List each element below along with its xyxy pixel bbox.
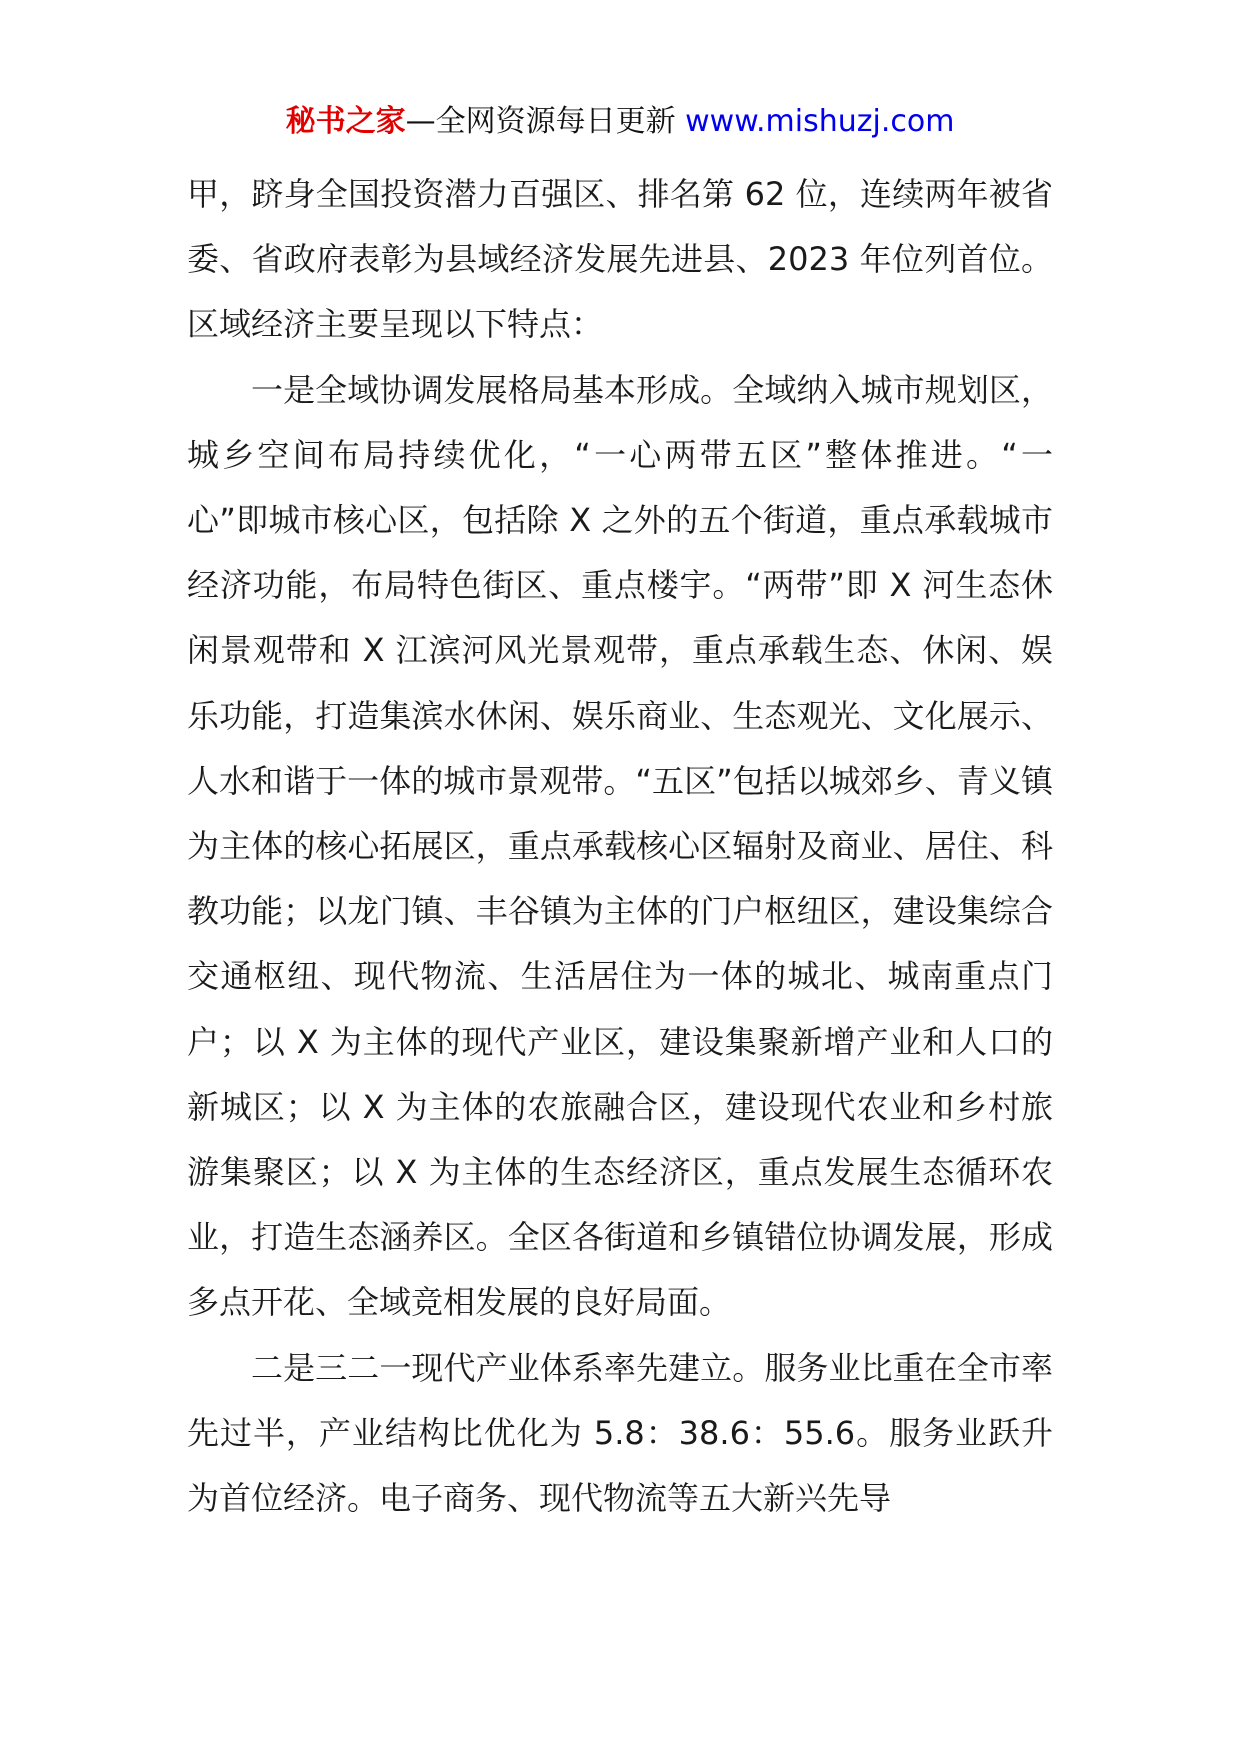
paragraph-continued: 甲，跻身全国投资潜力百强区、排名第 62 位，连续两年被省委、省政府表彰为县域经济发展先进县、2023 年位列首位。区域经济主要呈现以下特点：	[187, 175, 1053, 344]
paragraph: 二是三二一现代产业体系率先建立。服务业比重在全市率先过半，产业结构比优化为 5.8：38.6：55.6。服务业跃升为首位经济。电子商务、现代物流等五大新兴先导	[187, 1348, 1053, 1518]
header-tagline: —全网资源每日更新	[405, 104, 676, 139]
website-link[interactable]: www.mishuzj.com	[685, 104, 955, 139]
paragraph: 一是全域协调发展格局基本形成。全域纳入城市规划区，城乡空间布局持续优化，“一心两带五区”整体推进。“一心”即城市核心区，包括除 X 之外的五个街道，重点承载城市经济功能，布局特色街区、重点楼宇。“两带”即 X 河生态休闲景观带和 X 江滨河风光景观带，重点承载生态、休闲、娱乐功能，打造集滨水休闲、娱乐商业、生态观光、文化展示、人水和谐于一体的城市景观带。“五区”包括以城郊乡、青义镇为主体的核心拓展区，重点承载核心区辐射及商业、居住、科教功能；以龙门镇、丰谷镇为主体的门户枢纽区，建设集综合交通枢纽、现代物流、生活居住为一体的城北、城南重点门户；以 X 为主体的现代产业区，建设集聚新增产业和人口的新城区；以 X 为主体的农旅融合区，建设现代农业和乡村旅游集聚区；以 X 为主体的生态经济区，重点发展生态循环农业，打造生态涵养区。全区各街道和乡镇错位协调发展，形成多点开花、全域竞相发展的良好局面。	[187, 370, 1053, 1322]
brand-name: 秘书之家	[285, 104, 406, 139]
page-header	[0, 100, 1240, 144]
document-body	[187, 162, 1053, 1531]
